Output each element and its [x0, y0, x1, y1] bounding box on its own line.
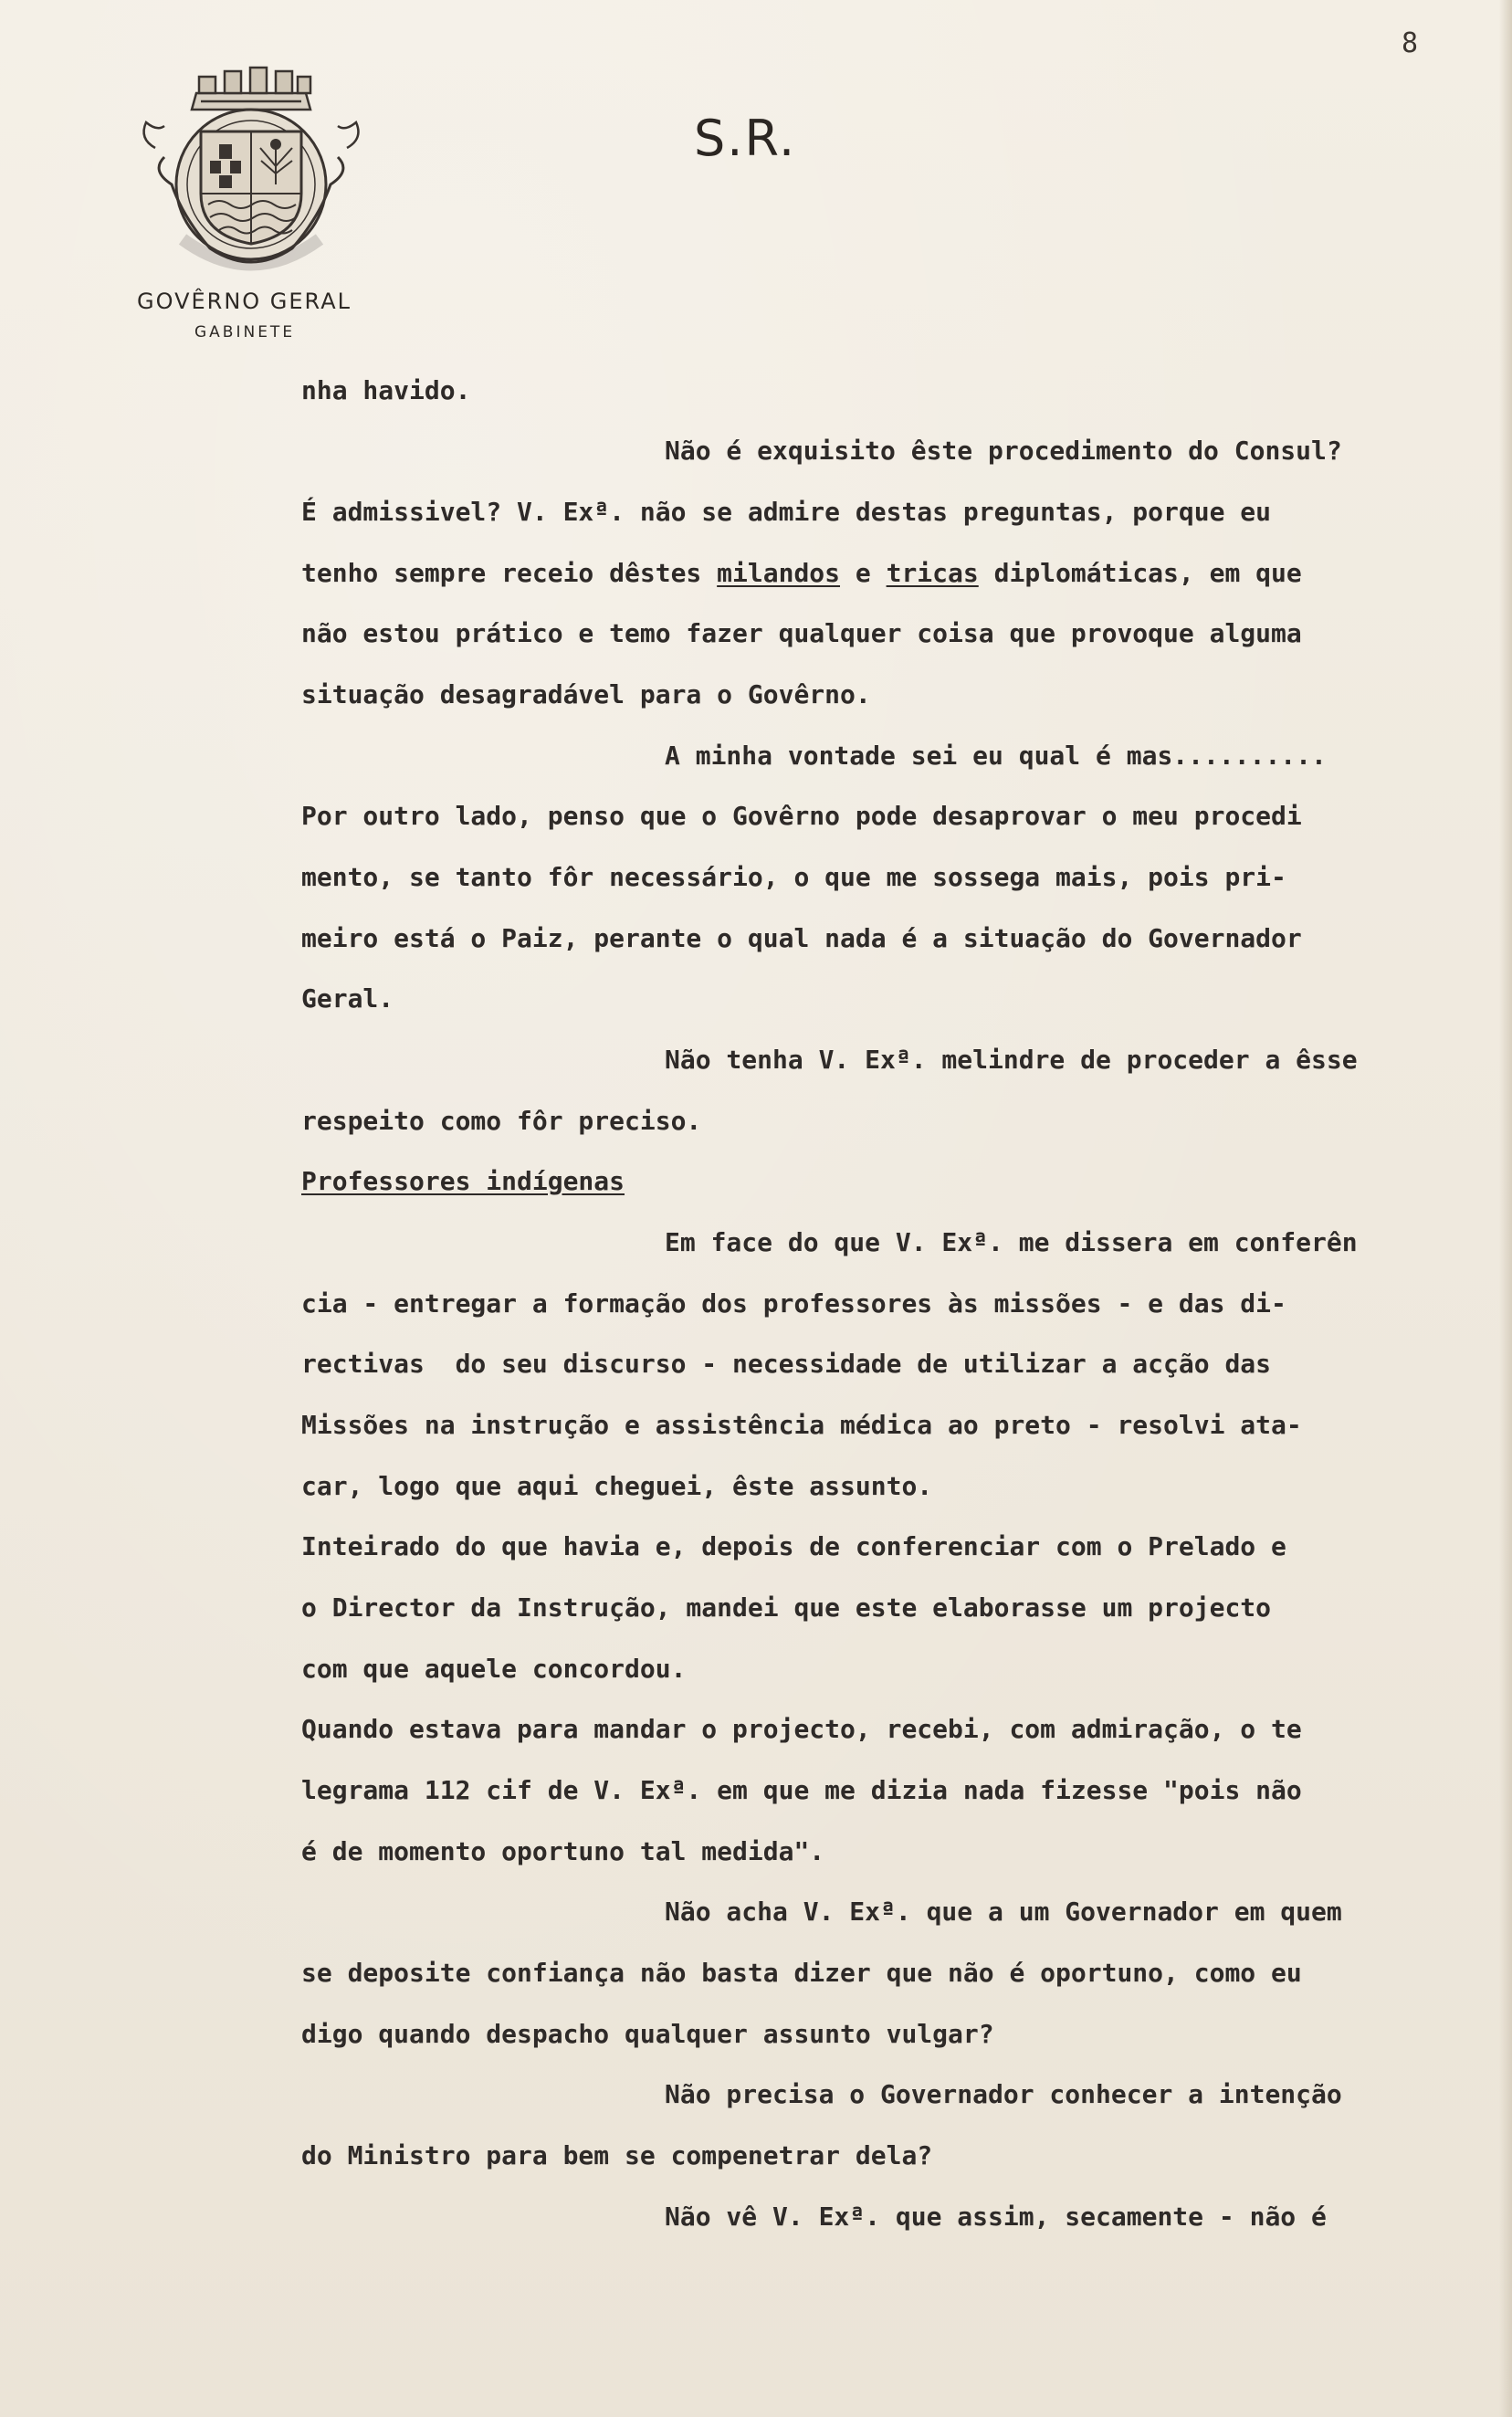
text-span: tenho sempre receio dêstes — [301, 558, 718, 588]
organization-name: GOVÊRNO GERAL — [137, 289, 352, 314]
text-line: se deposite confiança não basta dizer que não é oportuno, como eu — [301, 1958, 1302, 1988]
text-line: digo quando despacho qualquer assunto vulgar? — [301, 2019, 994, 2049]
text-line: legrama 112 cif de V. Exª. em que me dizia nada fizesse "pois não — [301, 1775, 1302, 1805]
text-line: Inteirado do que havia e, depois de conferenciar com o Prelado e — [301, 1531, 1286, 1561]
text-line: Em face do que V. Exª. me dissera em conferên — [665, 1227, 1358, 1257]
text-line: mento, se tanto fôr necessário, o que me sossega mais, pois pri- — [301, 862, 1286, 892]
underlined-term: tricas — [886, 558, 979, 588]
text-line: do Ministro para bem se compenetrar dela? — [301, 2140, 933, 2170]
text-line: Não acha V. Exª. que a um Governador em quem — [665, 1897, 1342, 1927]
text-line: Não é exquisito êste procedimento do Consul? — [665, 436, 1342, 466]
text-line: é de momento oportuno tal medida". — [301, 1836, 825, 1866]
text-line: Por outro lado, penso que o Govêrno pode desaprovar o meu procedi — [301, 801, 1302, 831]
paper-edge — [1499, 0, 1512, 2417]
text-line — [301, 555, 1302, 592]
section-heading: Professores indígenas — [301, 1166, 625, 1196]
text-line: nha havido. — [301, 375, 471, 405]
text-line: car, logo que aqui cheguei, êste assunto. — [301, 1471, 933, 1501]
text-line: Não precisa o Governador conhecer a intenção — [665, 2079, 1342, 2109]
text-line: o Director da Instrução, mandei que este elaborasse um projecto — [301, 1592, 1272, 1623]
text-line: Não vê V. Exª. que assim, secamente - não é — [665, 2202, 1327, 2232]
text-line: rectivas do seu discurso - necessidade de utilizar a acção das — [301, 1349, 1272, 1379]
coat-of-arms-icon — [128, 57, 374, 285]
text-line: É admissivel? V. Exª. não se admire destas preguntas, porque eu — [301, 497, 1272, 527]
text-span: diplomáticas, em que — [978, 558, 1302, 588]
text-line: com que aquele concordou. — [301, 1654, 687, 1684]
text-line: respeito como fôr preciso. — [301, 1106, 702, 1136]
text-line: Quando estava para mandar o projecto, recebi, com admiração, o te — [301, 1714, 1302, 1744]
organization-department: GABINETE — [194, 323, 296, 342]
text-line: não estou prático e temo fazer qualquer coisa que provoque alguma — [301, 618, 1302, 648]
text-line: cia - entregar a formação dos professores às missões - e das di- — [301, 1288, 1286, 1319]
text-line: Missões na instrução e assistência médica ao preto - resolvi ata- — [301, 1410, 1302, 1440]
text-line: Geral. — [301, 983, 394, 1014]
text-line: Não tenha V. Exª. melindre de proceder a êsse — [665, 1045, 1358, 1075]
document-mark: S.R. — [694, 110, 797, 167]
text-line: meiro está o Paiz, perante o qual nada é a situação do Governador — [301, 923, 1302, 953]
underlined-term: milandos — [717, 558, 841, 588]
text-span: e — [840, 558, 887, 588]
text-line: A minha vontade sei eu qual é mas.......... — [665, 741, 1327, 771]
text-line: situação desagradável para o Govêrno. — [301, 679, 871, 709]
page-number: 8 — [1402, 27, 1419, 59]
